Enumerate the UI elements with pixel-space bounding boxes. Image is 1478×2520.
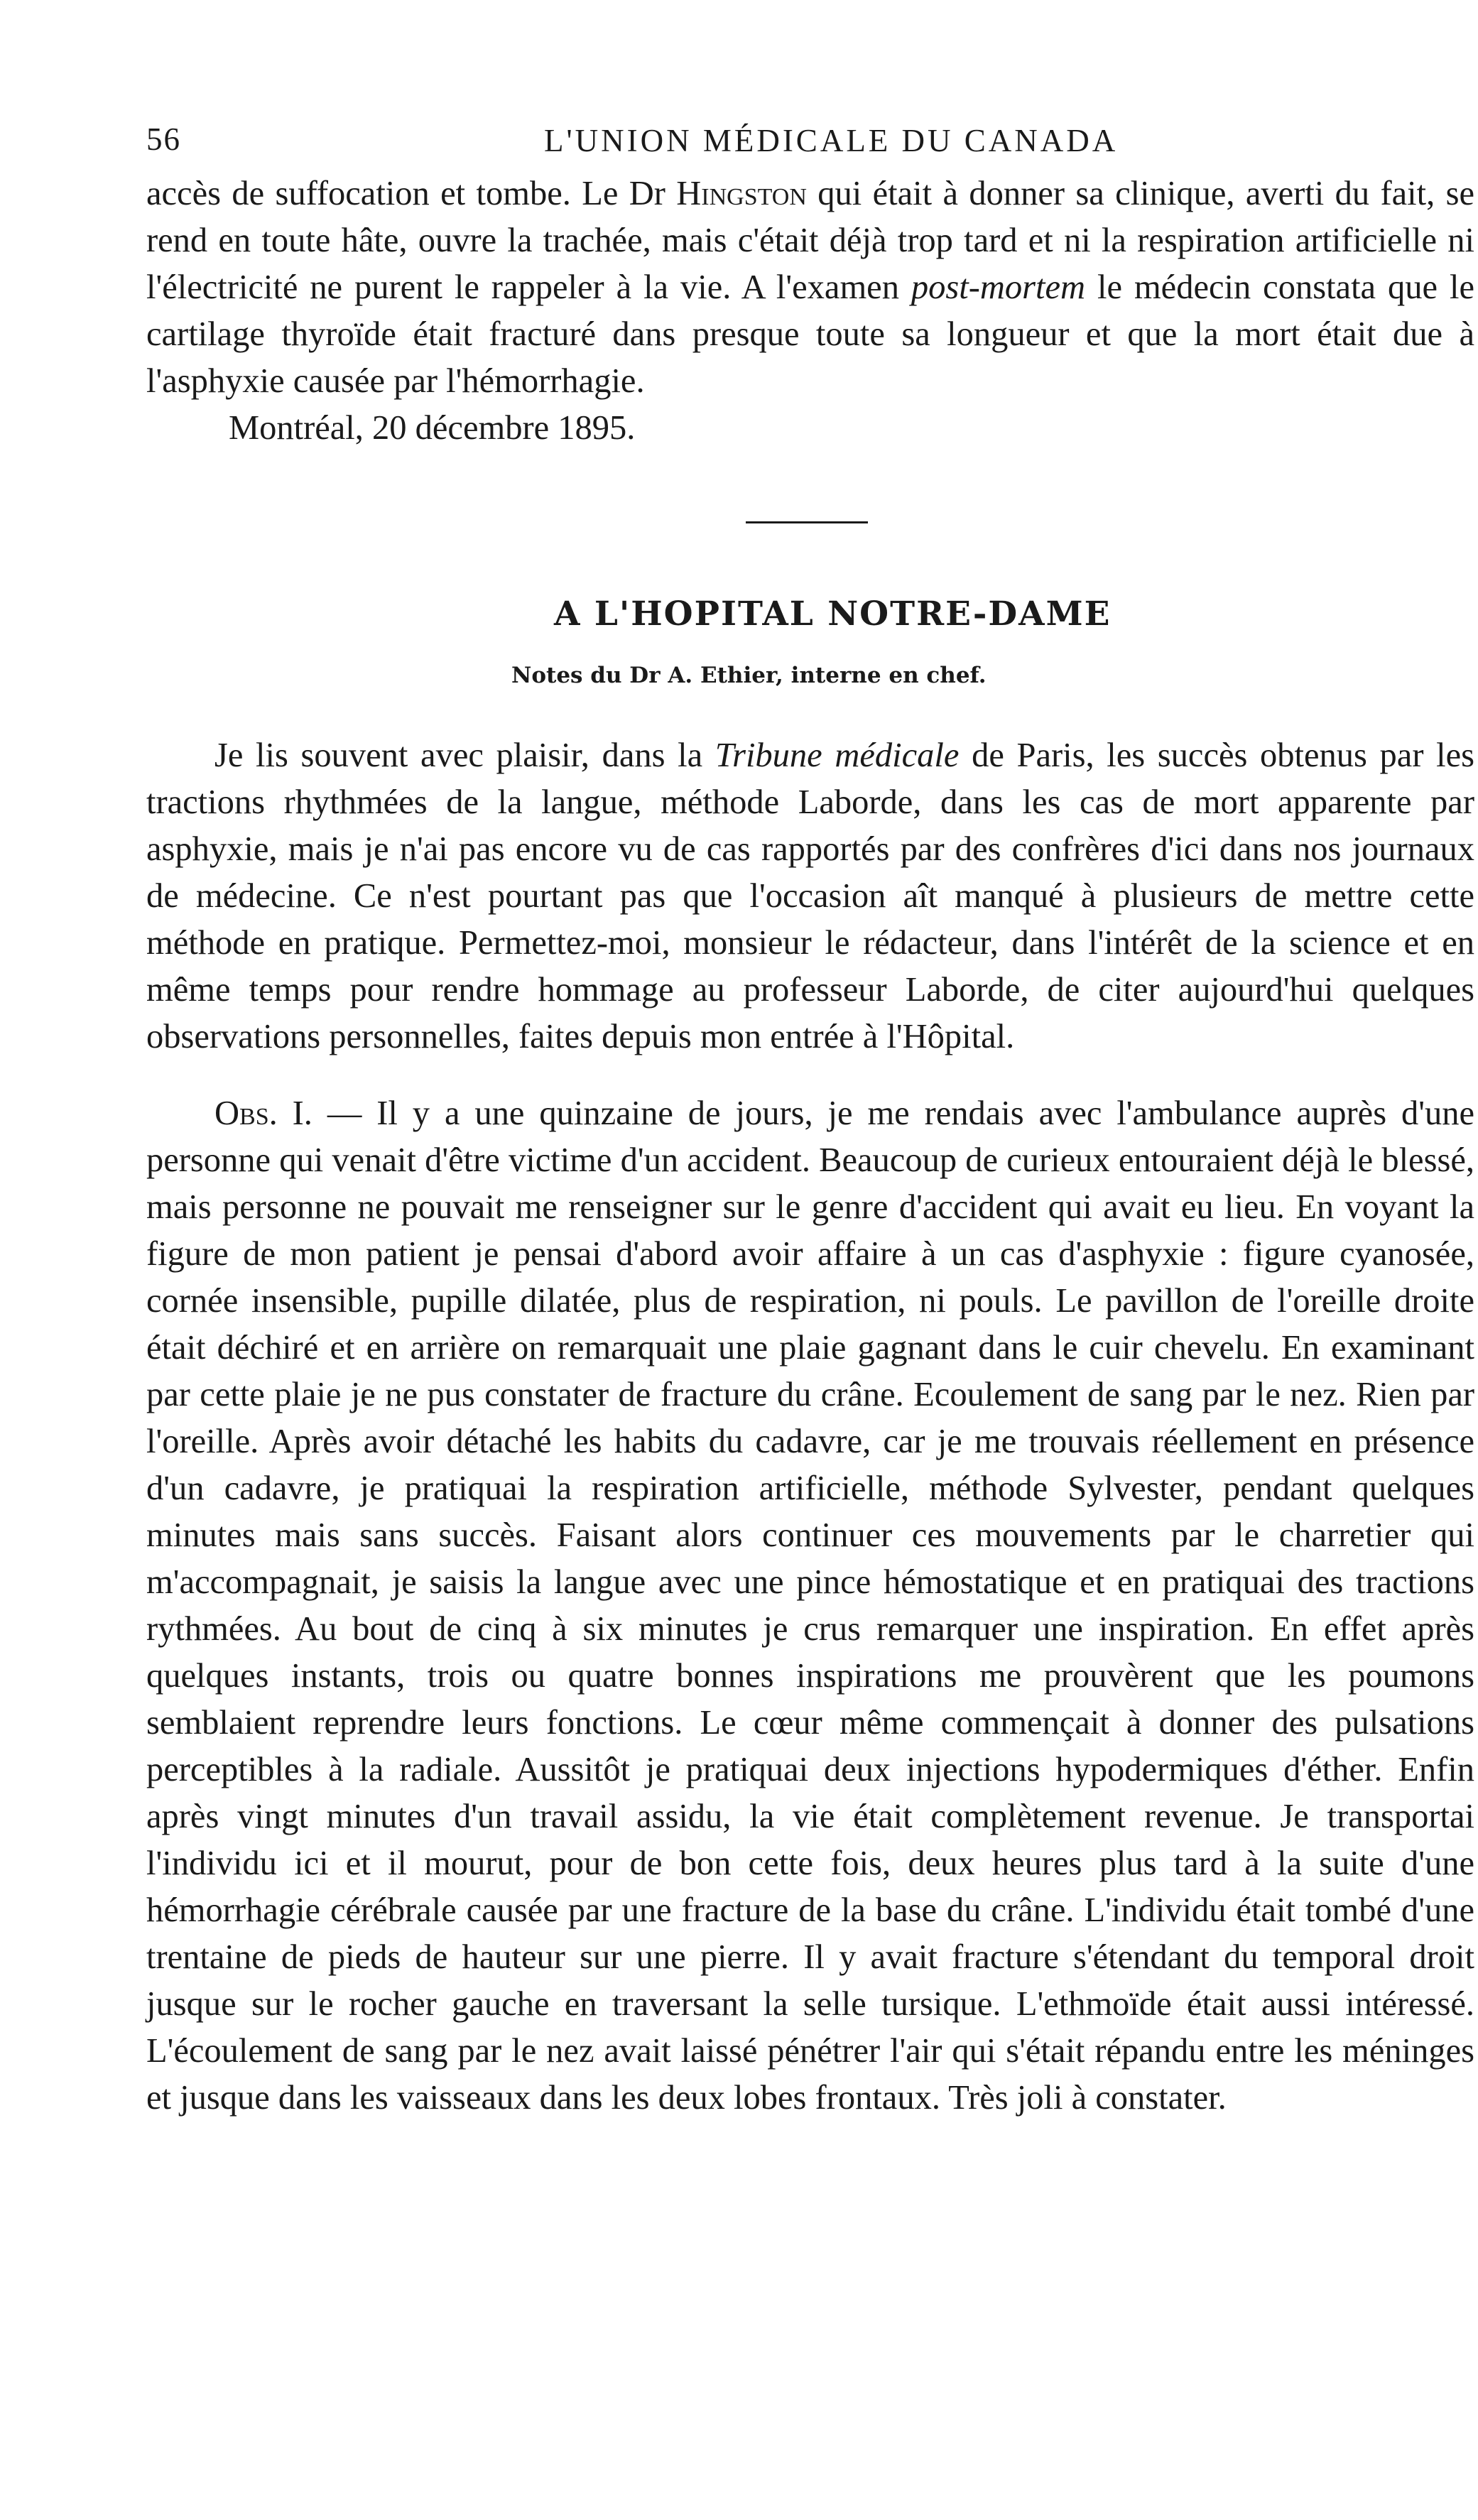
page-number: 56 [146,121,181,157]
doctor-name: Hingston [676,175,807,212]
journal-reference-italic: Tribune médicale [714,737,960,774]
observation-label: Obs. I. [214,1095,313,1132]
observation-text: — Il y a une quinzaine de jours, je me rendais avec l'ambulance auprès d'une personne qui venait d'être victime d'un accident. Beaucoup de curieux entouraient déjà le blessé, mais personne ne pouvait me renseigner sur le genre d'accident qui avait eu lieu. En voyant la figure de mon patient je pensai d'abord avoir affaire à un cas d'asphyxie : figure cyanosée, cornée insensible, pupille dilatée, plus de respiration, ni pouls. Le pavillon de l'oreille droite était déchiré et en arrière on remarquait une plaie gagnant dans le cuir chevelu. En examinant par cette plaie je ne pus constater de fracture du crâne. Ecoulement de sang par le nez. Rien par l'oreille. Après avoir détaché les habits du cadavre, car je me trouvais réellement en présence d'un cadavre, je pratiquai la respiration artificielle, méthode Sylvester, pendant quelques minutes mais sans succès. Faisant alors continuer ces mouvements par le charretier qui m'accompagnait, je saisis la langue avec une pince hémostatique et en pratiquai des tractions rythmées. Au bout de cinq à six minutes je crus remarquer une inspiration. En effet après quelques instants, trois ou quatre bonnes inspirations me prouvèrent que les poumons semblaient reprendre leurs fonctions. Le cœur même commençait à donner des pulsations perceptibles à la radiale. Aussitôt je pratiquai deux injections hypodermiques d'éther. Enfin après vingt minutes d'un travail assidu, la vie était complètement revenue. Je transportai l'individu ici et il mourut, pour de bon cette fois, deux heures plus tard à la suite d'une hémorrhagie cérébrale causée par une fracture de la base du crâne. L'individu était tombé d'une trentaine de pieds de hauteur sur une pierre. Il y avait fracture s'étendant du temporal droit jusque sur le rocher gauche en traversant la selle tursique. L'ethmoïde était aussi intéressé. L'écoulement de sang par le nez avait laissé pénétrer l'air qui s'était répandu entre les méninges et jusque dans les vaisseaux dans les deux lobes frontaux. Très joli à constater. [146,1095,1475,2117]
previous-text-1: accès de suffocation et tombe. Le Dr [146,175,677,212]
previous-article-paragraph [146,170,1474,405]
previous-text-3: le médecin constata que le cartilage thyroïde était fracturé dans presque toute sa longueur et que la mort était due à l'asphyxie causée par l'hémorrhagie. [146,268,1474,400]
document-page [146,114,1474,2122]
dateline: Montréal, 20 décembre 1895. [229,409,636,447]
intro-text-1: Je lis souvent avec plaisir, dans la [214,737,715,774]
section-divider [746,521,868,523]
post-mortem-italic: post-mortem [911,268,1086,306]
article-byline: Notes du Dr A. Ethier, interne en chef. [511,663,987,688]
article-title: A L'HOPITAL NOTRE-DAME [554,594,1112,634]
running-head [146,114,1474,170]
observation-paragraph [146,1090,1474,2122]
intro-text-2: de Paris, les succès obtenus par les tractions rhythmées de la langue, méthode Laborde, dans les cas de mort apparente par asphyxie, mais je n'ai pas encore vu de cas rapportés par des confrères d'ici dans nos journaux de médecine. Ce n'est pourtant pas que l'occasion aît manqué à plusieurs de mettre cette méthode en pratique. Permettez-moi, monsieur le rédacteur, dans l'intérêt de la science et en même temps pour rendre hommage au professeur Laborde, de citer aujourd'hui quelques observations personnelles, faites depuis mon entrée à l'Hôpital. [146,737,1474,1055]
intro-paragraph [146,732,1474,1060]
journal-title: L'UNION MÉDICALE DU CANADA [544,123,1119,158]
previous-text-2: qui était à donner sa clinique, averti du fait, se rend en toute hâte, ouvre la trachée, mais c'était déjà trop tard et ni la respiration artificielle ni l'électricité ne purent le rappeler à la vie. A l'examen [146,175,1475,306]
